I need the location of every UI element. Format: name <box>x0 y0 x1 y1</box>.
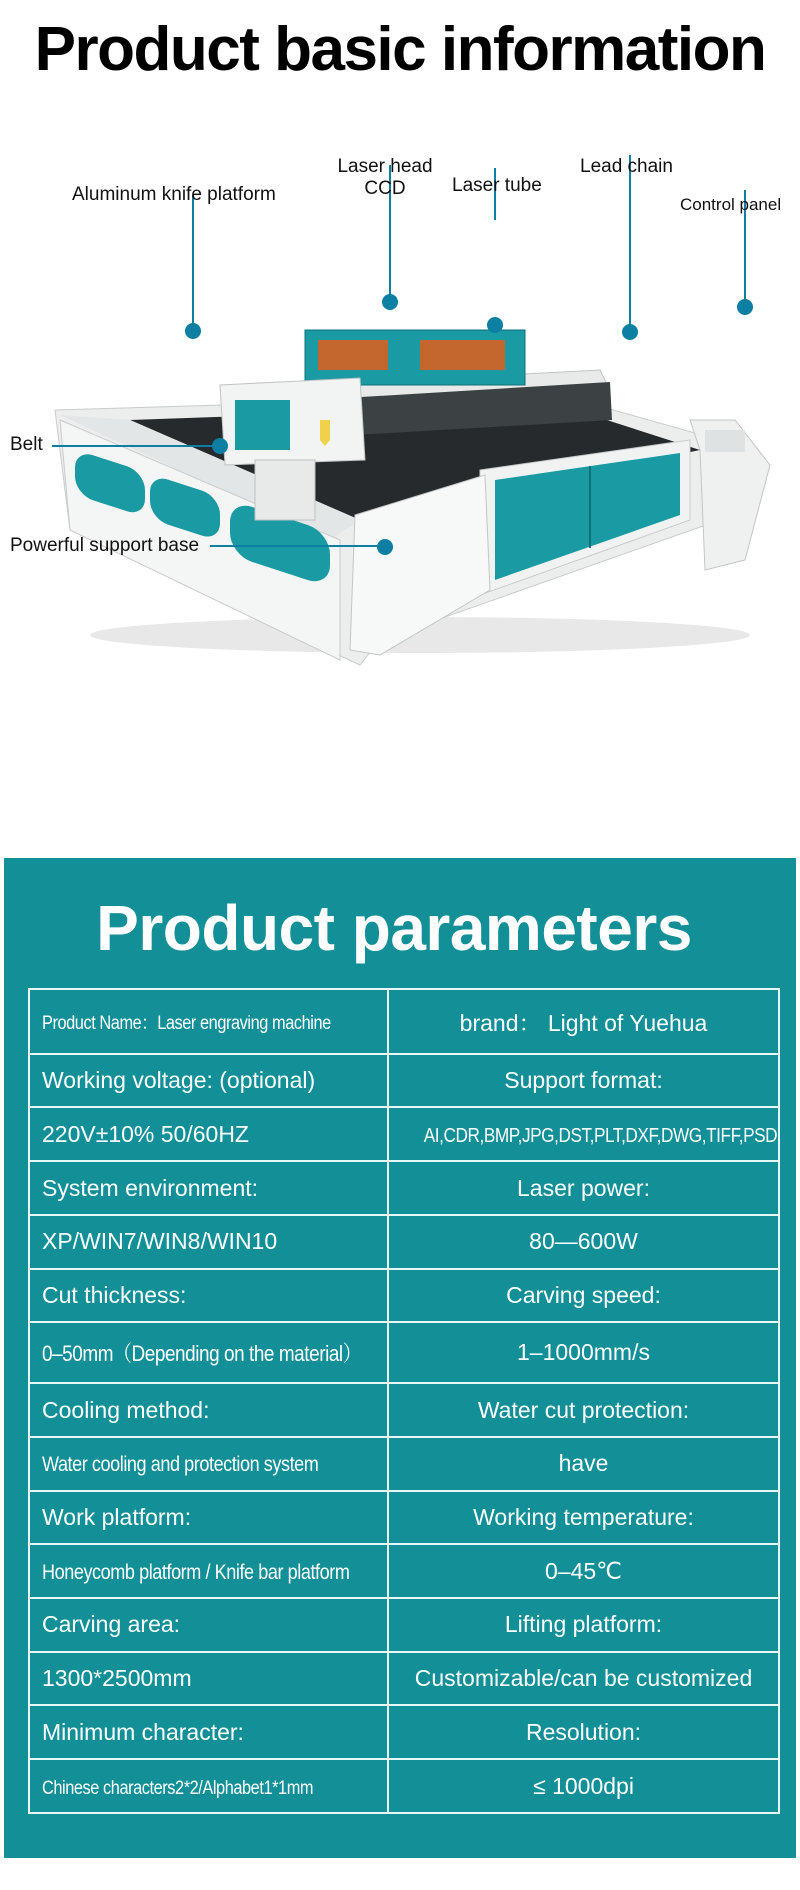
system-environment-label: System environment: <box>29 1161 388 1215</box>
parameters-title: Product parameters <box>96 892 692 964</box>
machine-diagram <box>0 120 800 700</box>
table-row <box>29 1491 779 1545</box>
water-cut-protection-label: Water cut protection: <box>388 1383 779 1437</box>
carving-area-label: Carving area: <box>29 1598 388 1652</box>
label-aluminum-knife-platform: Aluminum knife platform <box>72 184 276 205</box>
support-format-label: Support format: <box>388 1054 779 1108</box>
page-title: Product basic information <box>34 15 766 84</box>
table-row <box>29 1054 779 1108</box>
laser-power-value: 80—600W <box>388 1215 779 1269</box>
label-support-base: Powerful support base <box>10 535 200 556</box>
parameters-panel <box>4 858 796 1858</box>
table-row <box>29 1269 779 1323</box>
label-laser-head: Laser head <box>337 156 433 177</box>
table-row <box>29 1322 779 1383</box>
label-belt: Belt <box>10 434 43 455</box>
table-row <box>29 1161 779 1215</box>
carving-speed-label: Carving speed: <box>388 1269 779 1323</box>
water-cut-protection-value: have <box>388 1437 779 1491</box>
work-platform-value: Honeycomb platform / Knife bar platform <box>29 1544 388 1598</box>
carving-area-value: 1300*2500mm <box>29 1652 388 1706</box>
support-format-value: AI,CDR,BMP,JPG,DST,PLT,DXF,DWG,TIFF,PSD <box>388 1107 779 1161</box>
table-row <box>29 1215 779 1269</box>
system-environment-value: XP/WIN7/WIN8/WIN10 <box>29 1215 388 1269</box>
work-platform-label: Work platform: <box>29 1491 388 1545</box>
working-temperature-label: Working temperature: <box>388 1491 779 1545</box>
working-temperature-value: 0–45℃ <box>388 1544 779 1598</box>
cut-thickness-value: 0–50mm（Depending on the material） <box>29 1322 388 1383</box>
label-ccd: CCD <box>364 178 406 199</box>
cooling-method-label: Cooling method: <box>29 1383 388 1437</box>
table-row <box>29 1544 779 1598</box>
lifting-platform-label: Lifting platform: <box>388 1598 779 1652</box>
cooling-method-value: Water cooling and protection system <box>29 1437 388 1491</box>
minimum-character-label: Minimum character: <box>29 1705 388 1759</box>
working-voltage-label: Working voltage: (optional) <box>29 1054 388 1108</box>
carving-speed-value: 1–1000mm/s <box>388 1322 779 1383</box>
table-row <box>29 1759 779 1813</box>
table-row <box>29 1383 779 1437</box>
resolution-label: Resolution: <box>388 1705 779 1759</box>
table-row <box>29 1437 779 1491</box>
brand-cell: brand： Light of Yuehua <box>388 989 779 1054</box>
table-row <box>29 1598 779 1652</box>
table-row <box>29 1107 779 1161</box>
label-control-panel: Control panel <box>680 195 782 214</box>
laser-power-label: Laser power: <box>388 1161 779 1215</box>
table-row <box>29 1652 779 1706</box>
label-laser-tube: Laser tube <box>452 175 542 196</box>
lifting-platform-value: Customizable/can be customized <box>388 1652 779 1706</box>
parameters-table <box>28 988 780 1814</box>
cut-thickness-label: Cut thickness: <box>29 1269 388 1323</box>
product-name-cell: Product Name：Laser engraving machine <box>29 989 388 1054</box>
table-row <box>29 1705 779 1759</box>
label-lead-chain: Lead chain <box>580 156 673 177</box>
working-voltage-value: 220V±10% 50/60HZ <box>29 1107 388 1161</box>
table-row <box>29 989 779 1054</box>
resolution-value: ≤ 1000dpi <box>388 1759 779 1813</box>
minimum-character-value: Chinese characters2*2/Alphabet1*1mm <box>29 1759 388 1813</box>
